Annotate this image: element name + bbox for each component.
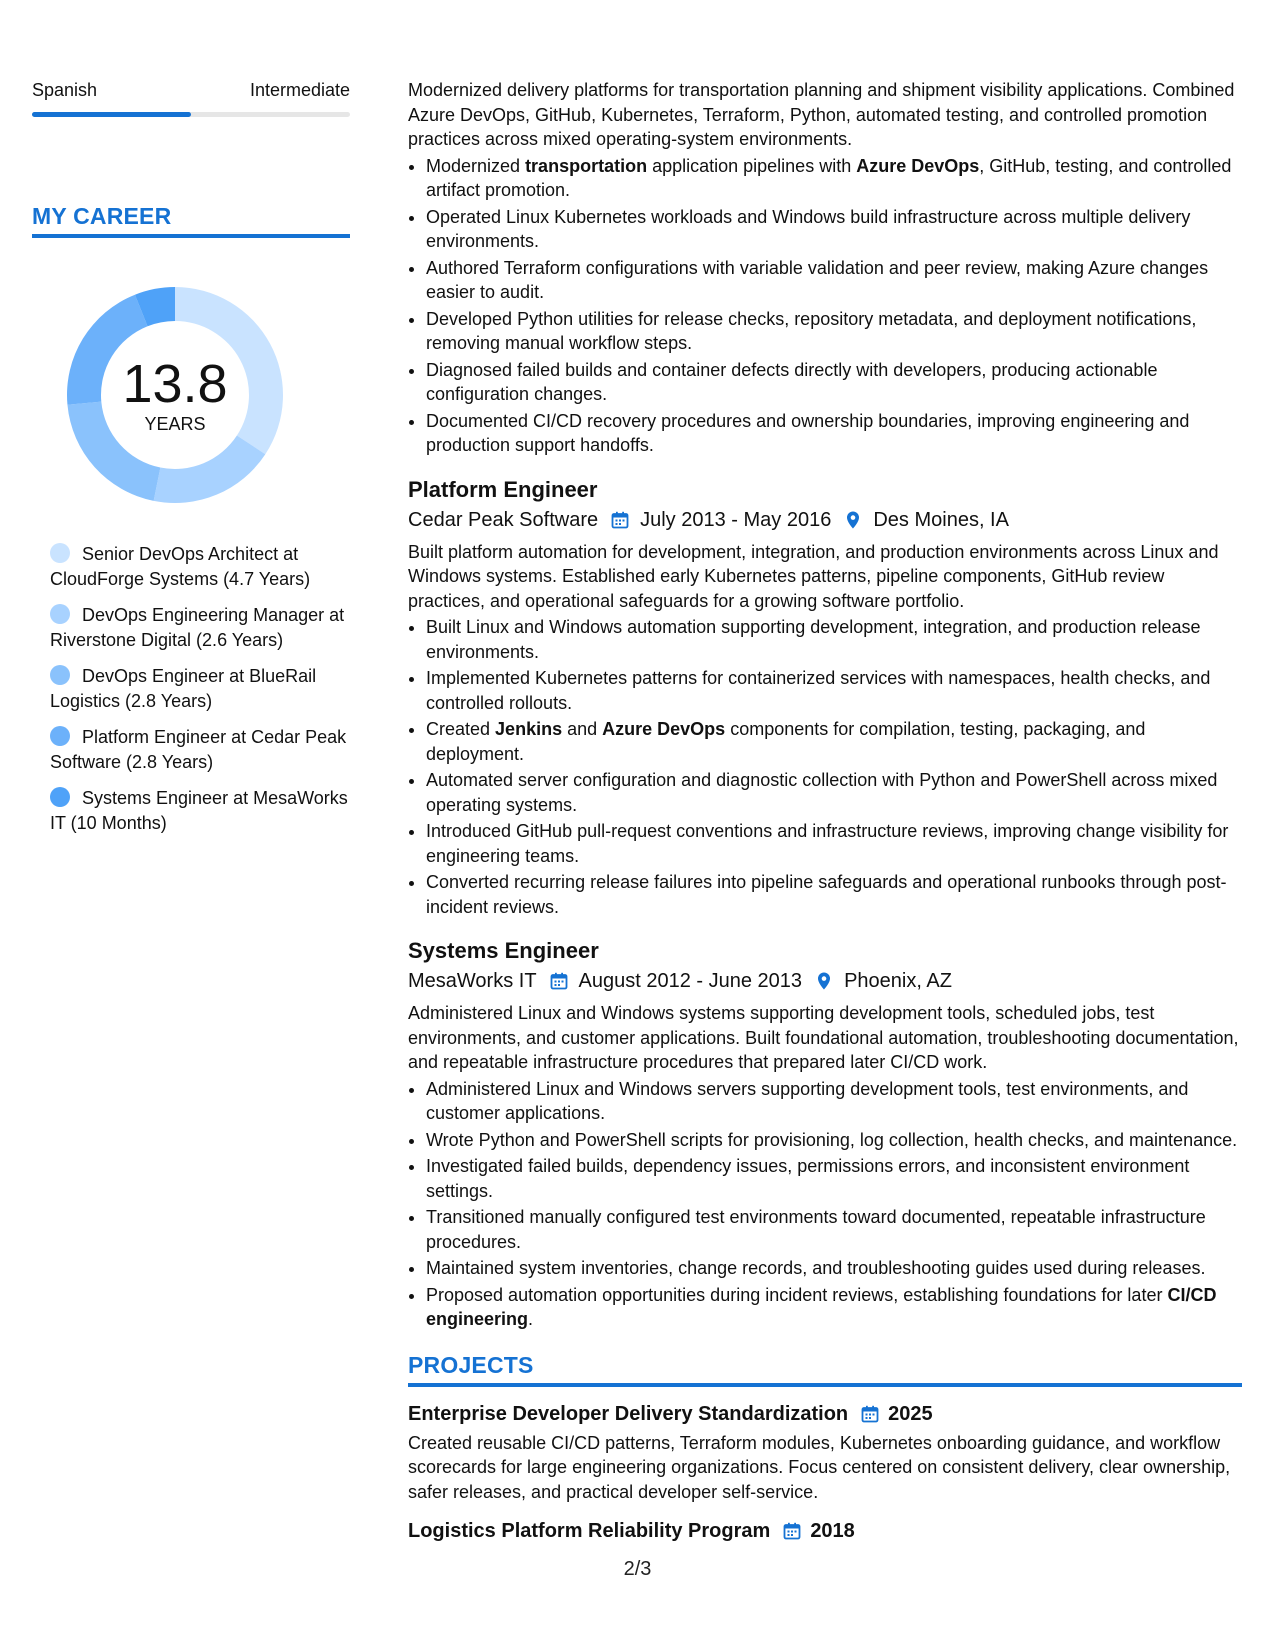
legend-color-dot: [50, 543, 70, 563]
calendar-icon: [549, 971, 569, 991]
main-content: [408, 78, 1242, 1544]
career-donut-chart: [32, 270, 350, 520]
bullet-text: Investigated failed builds, dependency issues, permissions errors, and inconsistent environment settings.: [426, 1156, 1190, 1201]
bullet-text: .: [528, 1309, 534, 1329]
legend-label: DevOps Engineer at BlueRail Logistics (2.8 Years): [50, 666, 317, 711]
job-title: Systems Engineer: [408, 938, 599, 963]
bullet-text: Built Linux and Windows automation supporting development, integration, and production release environments.: [426, 617, 1201, 662]
project-title-row: [408, 1518, 1242, 1544]
job-meta: [408, 506, 1242, 534]
job-company: Cedar Peak Software: [408, 508, 599, 531]
bullet-text: Diagnosed failed builds and container defects directly with developers, producing actionable configuration changes.: [426, 359, 1158, 404]
job-list: [408, 476, 1242, 1332]
job-bullet-list: [408, 154, 1242, 458]
career-legend-item: [50, 664, 350, 713]
job-bullet: [426, 409, 1242, 458]
bullet-text: application pipelines with: [647, 155, 857, 176]
bullet-text: and: [562, 719, 603, 739]
legend-color-dot: [50, 787, 70, 807]
calendar-icon: [610, 510, 630, 530]
bullet-emphasis: CI/CD engineering: [426, 1284, 1217, 1329]
job-bullet: [426, 717, 1242, 766]
project-name: Enterprise Developer Delivery Standardization: [408, 1402, 849, 1425]
bullet-emphasis: Jenkins: [495, 719, 563, 739]
bullet-text: components for compilation, testing, packaging, and deployment.: [426, 719, 1146, 764]
bullet-text: Operated Linux Kubernetes workloads and Windows build infrastructure across multiple delivery environments.: [426, 206, 1191, 251]
map-pin-icon: [814, 971, 834, 991]
job-summary: Modernized delivery platforms for transportation planning and shipment visibility applications. Combined Azure DevOps, GitHub, Kubernetes, Terraform, Python, automated testing, and controlled promotion practices across mixed operating-system environments.: [408, 80, 1235, 149]
job-bullet: [426, 615, 1242, 664]
job-bullet: [426, 1154, 1242, 1203]
project-entry: [408, 1518, 1242, 1544]
job-bullet: [426, 666, 1242, 715]
project-year: 2025: [888, 1402, 933, 1425]
map-pin-icon-wrap: [814, 971, 834, 991]
calendar-icon-wrap: [549, 971, 569, 991]
job-entry: [408, 476, 1242, 920]
bullet-text: Converted recurring release failures into pipeline safeguards and operational runbooks through post-incident reviews.: [426, 872, 1227, 917]
career-legend: [32, 542, 350, 835]
job-title: Platform Engineer: [408, 476, 598, 502]
legend-label: DevOps Engineering Manager at Riverstone Digital (2.6 Years): [50, 605, 345, 650]
project-entry: [408, 1401, 1242, 1505]
job-bullet: [426, 1256, 1242, 1281]
job-summary: Administered Linux and Windows systems supporting development tools, scheduled jobs, test environments, and customer applications. Built foundational automation, troubleshooting documentation, and repeatable infrastructure procedures that prepared later CI/CD work.: [408, 1003, 1239, 1072]
job-location: Des Moines, IA: [873, 508, 1009, 531]
career-section-title: MY CAREER: [32, 203, 172, 229]
bullet-text: , GitHub, testing, and controlled artifact promotion.: [426, 155, 1232, 200]
donut-center: [60, 280, 290, 510]
career-legend-item: [50, 603, 350, 652]
job-bullet: [426, 205, 1242, 254]
bullet-text: Authored Terraform configurations with variable validation and peer review, making Azure changes easier to audit.: [426, 257, 1209, 302]
sidebar: [32, 78, 350, 847]
calendar-icon: [782, 1521, 802, 1541]
legend-label: Systems Engineer at MesaWorks IT (10 Months): [50, 788, 348, 833]
legend-label: Senior DevOps Architect at CloudForge Systems (4.7 Years): [50, 544, 311, 589]
bullet-emphasis: transportation: [525, 155, 648, 176]
job-bullet: [426, 1205, 1242, 1254]
career-legend-item: [50, 786, 350, 835]
career-total-unit: YEARS: [144, 413, 206, 434]
language-row: [32, 78, 350, 102]
language-level: Intermediate: [249, 80, 350, 100]
job-dates: July 2013 - May 2016: [640, 508, 832, 531]
job-company: MesaWorks IT: [408, 970, 537, 992]
job-bullet-list: [408, 615, 1242, 919]
career-total-years: 13.8: [122, 353, 228, 414]
job-bullet: [426, 154, 1242, 203]
job-bullet: [426, 1283, 1242, 1332]
job-dates: August 2012 - June 2013: [578, 970, 803, 992]
bullet-text: Implemented Kubernetes patterns for containerized services with namespaces, health checks, and controlled rollouts.: [426, 668, 1211, 713]
job-bullet: [426, 358, 1242, 407]
bullet-text: Administered Linux and Windows servers supporting development tools, test environments, and customer applications.: [426, 1078, 1189, 1123]
legend-color-dot: [50, 726, 70, 746]
language-proficiency-bar: [32, 112, 350, 117]
calendar-icon-wrap: [610, 510, 630, 530]
page-number: 2/3: [623, 1558, 652, 1580]
project-list: [408, 1401, 1242, 1545]
projects-section-title: PROJECTS: [408, 1351, 534, 1378]
job-bullet: [426, 256, 1242, 305]
calendar-icon-wrap: [782, 1521, 802, 1541]
bullet-text: Developed Python utilities for release checks, repository metadata, and deployment notifications, removing manual workflow steps.: [426, 308, 1197, 353]
map-pin-icon: [843, 510, 863, 530]
job-bullet: [426, 768, 1242, 817]
bullet-text: Maintained system inventories, change records, and troubleshooting guides used during releases.: [426, 1258, 1206, 1278]
job-bullet-list: [408, 1077, 1242, 1332]
legend-color-dot: [50, 665, 70, 685]
language-proficiency-fill: [32, 112, 191, 117]
bullet-text: Proposed automation opportunities during incident reviews, establishing foundations for later: [426, 1284, 1168, 1305]
bullet-text: Transitioned manually configured test environments toward documented, repeatable infrastructure procedures.: [426, 1207, 1206, 1252]
job-bullet: [426, 1128, 1242, 1153]
job-summary: Built platform automation for development, integration, and production environments across Linux and Windows systems. Established early Kubernetes patterns, pipeline components, GitHub review practices, and operational safeguards for a growing software portfolio.: [408, 541, 1219, 611]
project-title-row: [408, 1401, 1242, 1427]
job-bullet: [426, 1077, 1242, 1126]
job-bullet: [426, 819, 1242, 868]
calendar-icon: [860, 1404, 880, 1424]
job-location: Phoenix, AZ: [844, 970, 952, 992]
language-name: Spanish: [32, 80, 98, 100]
career-legend-item: [50, 725, 350, 774]
bullet-text: Created: [426, 719, 496, 739]
bullet-text: Documented CI/CD recovery procedures and ownership boundaries, improving engineering and production support handoffs.: [426, 410, 1190, 455]
projects-section-rule: [408, 1383, 1242, 1387]
bullet-text: Modernized: [426, 155, 526, 176]
calendar-icon-wrap: [860, 1404, 880, 1424]
career-section-rule: [32, 234, 350, 238]
legend-color-dot: [50, 604, 70, 624]
bullet-text: Wrote Python and PowerShell scripts for provisioning, log collection, health checks, and maintenance.: [426, 1129, 1238, 1150]
bullet-text: Automated server configuration and diagnostic collection with Python and PowerShell across mixed operating systems.: [426, 770, 1218, 815]
job-bullet: [426, 307, 1242, 356]
job-bullet: [426, 870, 1242, 919]
bullet-emphasis: Azure DevOps: [856, 155, 980, 176]
project-name: Logistics Platform Reliability Program: [408, 1520, 771, 1542]
bullet-emphasis: Azure DevOps: [602, 719, 726, 739]
career-legend-item: [50, 542, 350, 591]
projects-section: [408, 1352, 1242, 1545]
map-pin-icon-wrap: [843, 510, 863, 530]
job-meta: [408, 967, 1242, 995]
project-description: Created reusable CI/CD patterns, Terraform modules, Kubernetes onboarding guidance, and workflow scorecards for large engineering organizations. Focus centered on consistent delivery, clear ownership, safer releases, and practical developer self-service.: [408, 1432, 1231, 1502]
bullet-text: Introduced GitHub pull-request conventions and infrastructure reviews, improving change visibility for engineering teams.: [426, 821, 1229, 866]
project-year: 2018: [810, 1520, 855, 1542]
legend-label: Platform Engineer at Cedar Peak Software (2.8 Years): [50, 727, 347, 772]
job-entry: [408, 937, 1242, 1332]
